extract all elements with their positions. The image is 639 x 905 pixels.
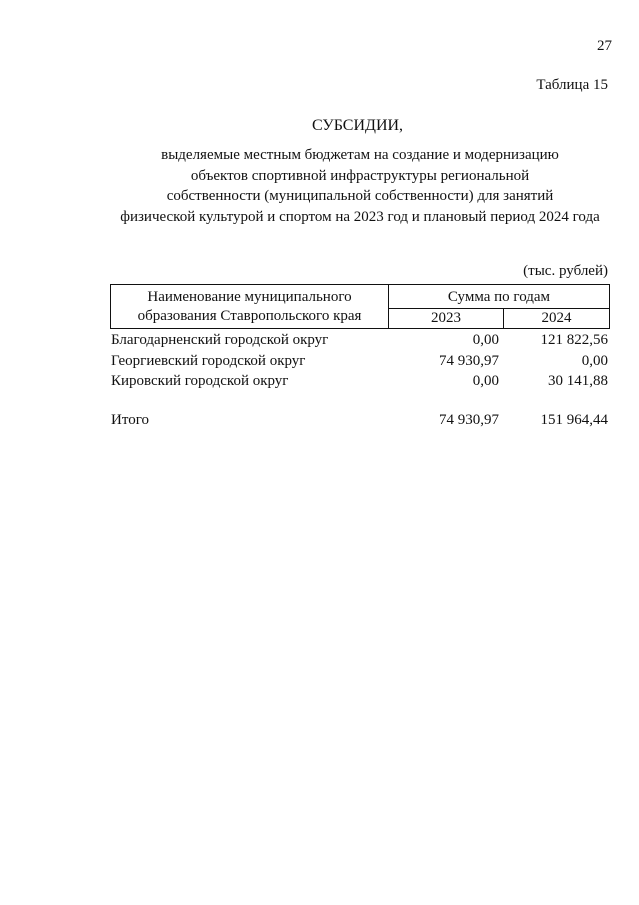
units-label: (тыс. рублей)	[523, 263, 608, 279]
row-value-2023: 74 930,97	[439, 352, 499, 369]
page-number: 27	[597, 38, 612, 54]
subtitle-line: физической культурой и спортом на 2023 год и плановый период 2024 года	[120, 208, 600, 225]
table-label: Таблица 15	[536, 77, 608, 93]
header-sum-cell: Сумма по годам	[389, 285, 609, 309]
table-header	[110, 284, 610, 329]
row-name: Кировский городской округ	[111, 373, 289, 389]
total-label: Итого	[111, 412, 149, 428]
subtitle-line: объектов спортивной инфраструктуры региональной	[190, 167, 530, 184]
header-name-cell	[111, 285, 389, 328]
row-name: Благодарненский городской округ	[111, 332, 329, 348]
table-row	[110, 351, 610, 372]
table-row	[110, 330, 610, 351]
header-year-2023: 2023	[389, 309, 504, 328]
total-row	[110, 410, 610, 431]
row-value-2024: 121 822,56	[540, 332, 608, 348]
row-name: Георгиевский городской округ	[111, 352, 306, 369]
document-subtitle	[100, 145, 620, 227]
row-value-2023: 0,00	[472, 373, 499, 389]
header-name-line: Наименование муниципального	[147, 289, 352, 305]
header-year-2024: 2024	[541, 310, 572, 326]
row-value-2024: 0,00	[581, 352, 608, 369]
header-name-line: образования Ставропольского края	[137, 308, 362, 324]
table-body	[110, 330, 610, 392]
row-value-2023: 0,00	[472, 332, 499, 348]
table-row	[110, 371, 610, 392]
row-value-2024: 30 141,88	[548, 373, 608, 389]
total-value-2023: 74 930,97	[439, 412, 499, 428]
total-value-2024: 151 964,44	[540, 412, 608, 428]
document-title: СУБСИДИИ,	[311, 117, 404, 134]
subtitle-line: выделяемые местным бюджетам на создание и модернизацию	[161, 147, 559, 163]
subtitle-line: собственности (муниципальной собственности) для занятий	[166, 188, 554, 204]
